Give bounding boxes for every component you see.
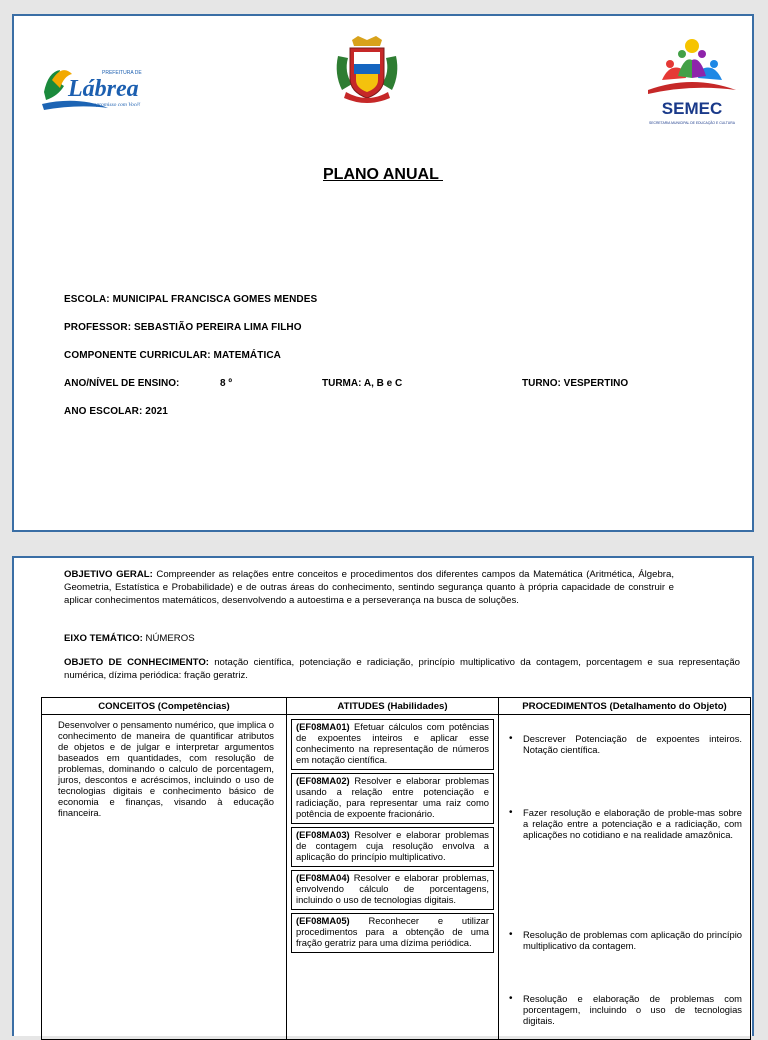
svg-text:Compromisso com Você!: Compromisso com Você! [86,102,141,108]
professor-line: PROFESSOR: SEBASTIÃO PEREIRA LIMA FILHO [64,322,302,333]
habilidade-code: (EF08MA01) [296,721,350,732]
procedimento-item: • Fazer resolução e elaboração de proble-mas sobre a relação entre a potenciação e a radiciação, com aplicações no cotidiano e na realidade amazônica. [499,807,742,840]
svg-text:PREFEITURA DE: PREFEITURA DE [102,70,142,76]
habilidade-text: Resolver e elaborar problemas, envolvendo cálculo de porcentagens, incluindo o uso de tecnologias digitais. [296,872,489,905]
svg-text:Lábrea: Lábrea [68,76,139,102]
eixo-text: NÚMEROS [142,633,195,644]
procedimento-item: • Resolução de problemas com aplicação do princípio multiplicativo da contagem. [499,929,742,951]
labrea-logo [38,52,148,120]
habilidade-item [291,870,494,910]
semec-logo [640,34,744,132]
svg-text:SECRETARIA MUNICIPAL DE EDUCAÇ: SECRETARIA MUNICIPAL DE EDUCAÇÃO E CULTURA [649,121,735,125]
table-row [42,715,751,1040]
document-title: PLANO ANUAL [323,166,443,183]
municipal-crest-icon [332,34,402,106]
ano-escolar-line: ANO ESCOLAR: 2021 [64,406,168,417]
eixo-tematico [64,632,674,645]
habilidade-text: Reconhecer e utilizar procedimentos para a obtenção de uma fração geratriz para uma dízima periódica. [296,915,489,948]
turno-label: TURNO: VESPERTINO [522,378,629,389]
objeto-label: OBJETO DE CONHECIMENTO: [64,657,209,668]
habilidade-item [291,773,494,824]
plan-table [41,697,751,1040]
objeto-conhecimento [64,656,740,682]
header-conceitos: CONCEITOS (Competências) [42,698,287,715]
habilidade-text: Resolver e elaborar problemas de contagem cuja resolução envolva a aplicação do princípio multiplicativo. [296,829,489,862]
objetivo-geral [64,568,674,607]
procedimento-item: • Resolução e elaboração de problemas com porcentagem, incluindo o uso de tecnologias digitais. [499,993,742,1026]
habilidade-item [291,719,494,770]
plan-page [12,556,754,1036]
habilidade-code: (EF08MA04) [296,872,350,883]
componente-line: COMPONENTE CURRICULAR: MATEMÁTICA [64,350,281,361]
conceitos-cell: Desenvolver o pensamento numérico, que implica o conhecimento de maneira de quantificar atributos de objetos e de julgar e interpretar argumentos baseados em quantidades, com resolução de problemas, dominando o calculo de porcentagem, juros, descontos e acréscimos, incluindo o uso de tecnologias digitais e conhecimento básico de economia e finanças, visando à educação financeira. [42,715,287,1040]
cover-page [12,14,754,532]
eixo-label: EIXO TEMÁTICO: [64,633,143,644]
header-atitudes: ATITUDES (Habilidades) [287,698,499,715]
objeto-text: notação científica, potenciação e radiciação, princípio multiplicativo da contagem, porcentagem e sua representação numérica, dízima periódica: fração geratriz. [64,657,740,681]
habilidade-code: (EF08MA03) [296,829,350,840]
habilidade-text: Resolver e elaborar problemas usando a relação entre potenciação e radiciação, para representar uma raiz como potência de expoente fracionário. [296,775,489,819]
ano-nivel-value: 8 º [220,378,232,389]
habilidade-item [291,827,494,867]
turma-label: TURMA: A, B e C [322,378,403,389]
habilidade-code: (EF08MA02) [296,775,350,786]
svg-text:SEMEC: SEMEC [661,99,723,118]
atitudes-cell [287,715,499,1040]
table-header-row [42,698,751,715]
procedimentos-cell [499,715,751,1040]
habilidade-item [291,913,494,953]
ano-nivel-label: ANO/NÍVEL DE ENSINO: [64,378,180,389]
procedimento-item: • Descrever Potenciação de expoentes inteiros. Notação científica. [499,733,742,755]
escola-line: ESCOLA: MUNICIPAL FRANCISCA GOMES MENDES [64,294,318,305]
objetivo-text: Compreender as relações entre conceitos e procedimentos dos diferentes campos da Matemática (Aritmética, Álgebra, Geometria, Estatística e Probabilidade) e de outras áreas do conhecimento, sentindo segurança quanto à própria capacidade de construir e aplicar conhecimentos matemáticos, desenvolvendo a autoestima e a perseverança na busca de soluções. [64,569,675,606]
habilidade-code: (EF08MA05) [296,915,350,926]
habilidade-text: Efetuar cálculos com potências de expoentes inteiros e aplicar esse conhecimento na representação de números em notação científica. [296,721,489,765]
objetivo-label: OBJETIVO GERAL: [64,569,153,580]
header-procedimentos: PROCEDIMENTOS (Detalhamento do Objeto) [499,698,751,715]
